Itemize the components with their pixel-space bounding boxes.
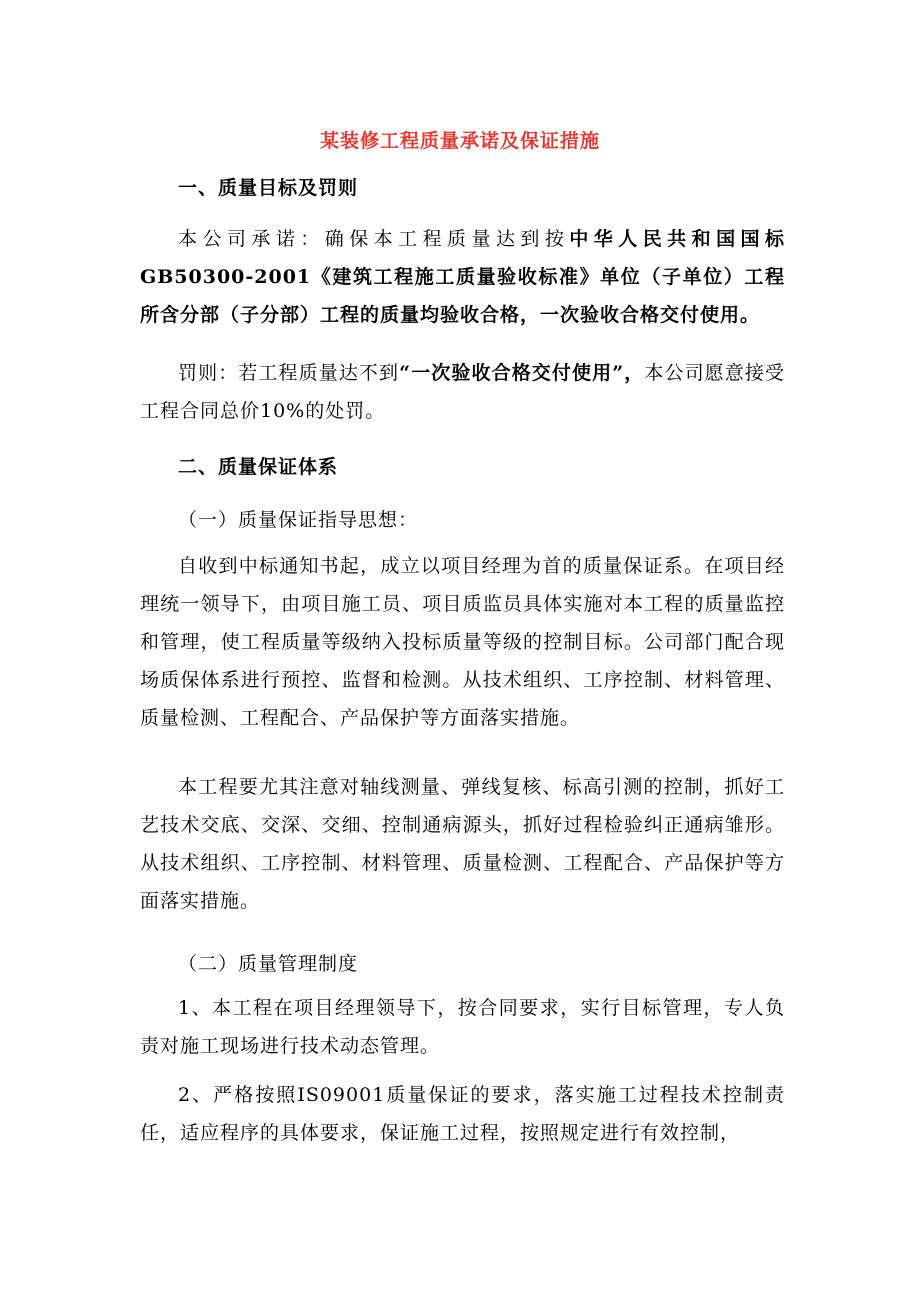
penalty-tail: 本公司愿意接受工程合同总价10%的处罚。	[140, 362, 785, 422]
guiding-paragraph-1: 自收到中标通知书起，成立以项目经理为首的质量保证系。在项目经理统一领导下，由项目施工员、项目质监员具体实施对本工程的质量监控和管理，使工程质量等级纳入投标质量等级的控制目标。公司部门配合现场质保体系进行预控、监督和检测。从技术组织、工序控制、材料管理、质量检测、工程配合、产品保护等方面落实措施。	[140, 555, 785, 729]
penalty-lead: 罚则：若工程质量达不到	[178, 362, 400, 384]
management-item-2: 2、严格按照IS09001质量保证的要求，落实施工过程技术控制责任，适应程序的具体要求，保证施工过程，按照规定进行有效控制，	[140, 1084, 785, 1144]
guiding-paragraph-2: 本工程要尤其注意对轴线测量、弹线复核、标高引测的控制，抓好工艺技术交底、交深、交细、控制通病源头，抓好过程检验纠正通病雏形。从技术组织、工序控制、材料管理、质量检测、工程配合、产品保护等方面落实措施。	[140, 776, 785, 912]
subsection-2-heading: （二）质量管理制度	[178, 953, 359, 975]
penalty-emphasis: “一次验收合格交付使用”，	[399, 362, 645, 384]
penalty-paragraph	[140, 354, 785, 430]
commitment-lead: 本公司承诺：确保本工程质量达到按	[178, 228, 570, 250]
document-title: 某装修工程质量承诺及保证措施	[319, 130, 600, 152]
commitment-paragraph	[140, 220, 785, 334]
management-item-1: 1、本工程在项目经理领导下，按合同要求，实行目标管理，专人负责对施工现场进行技术动态管理。	[140, 997, 785, 1057]
commitment-standard: 中华人民共和国国标GB50300-2001《建筑工程施工质量验收标准》单位（子单位）工程所含分部（子分部）工程的质量均验收合格，一次验收合格交付使用。	[140, 228, 785, 326]
section-2-heading: 二、质量保证体系	[178, 456, 339, 478]
subsection-1-heading: （一）质量保证指导思想：	[178, 509, 419, 531]
section-1-heading: 一、质量目标及罚则	[178, 177, 359, 199]
